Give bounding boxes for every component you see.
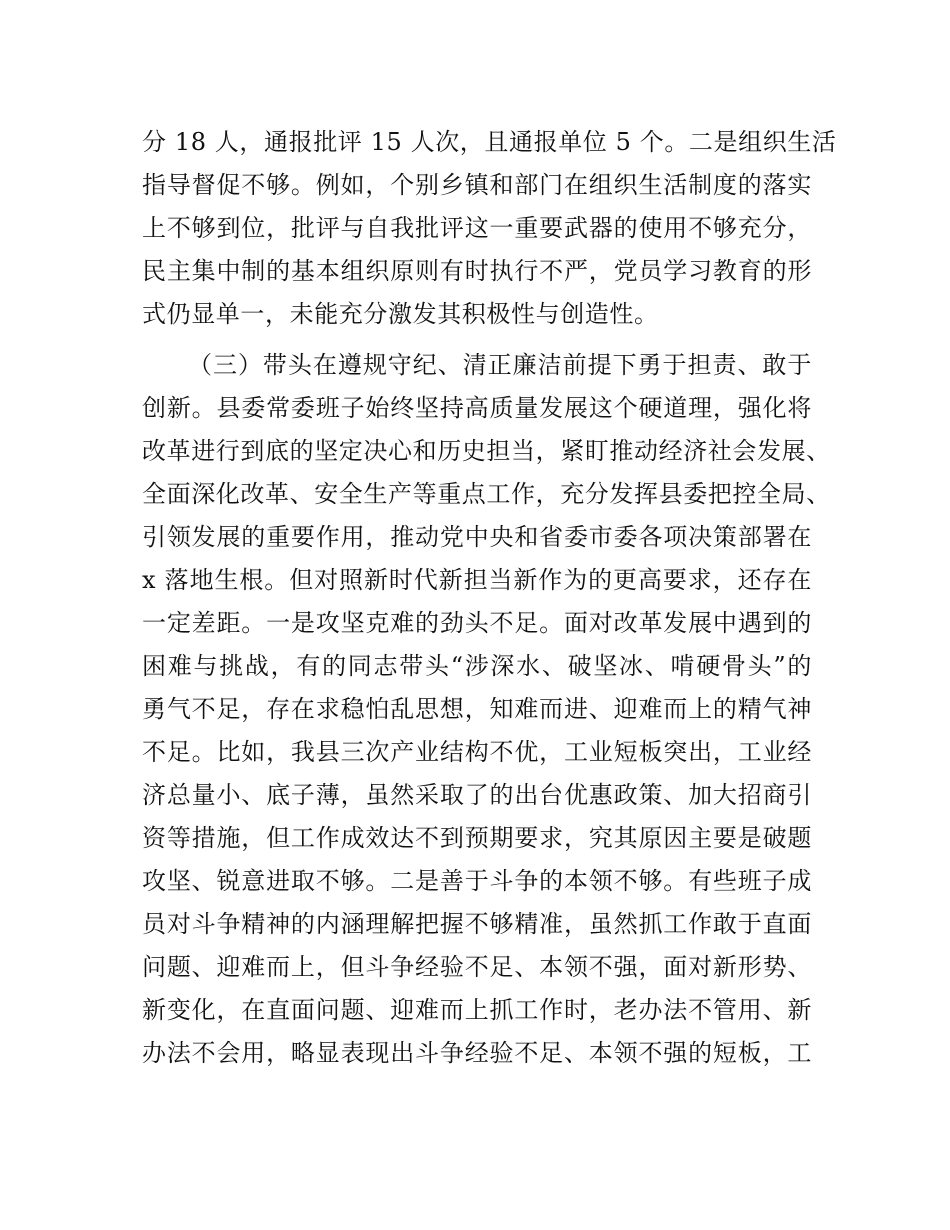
text-line: 创新。县委常委班子始终坚持高质量发展这个硬道理，强化将: [142, 394, 812, 422]
text-line: 改革进行到底的坚定决心和历史担当，紧盯推动经济社会发展、: [142, 437, 831, 465]
text-line: 员对斗争精神的内涵理解把握不够精准，虽然抓工作敢于直面: [142, 910, 812, 938]
text-line: 式仍显单一，未能充分激发其积极性与创造性。: [142, 300, 659, 328]
text-line: 指导督促不够。例如，个别乡镇和部门在组织生活制度的落实: [142, 171, 812, 199]
text-line: 上不够到位，批评与自我批评这一重要武器的使用不够充分，: [142, 214, 812, 242]
text-line: 济总量小、底子薄，虽然采取了的出台优惠政策、加大招商引: [142, 781, 812, 809]
text-line: 困难与挑战，有的同志带头“涉深水、破坚冰、啃硬骨头”的: [142, 652, 812, 680]
section-heading-line: （三）带头在遵规守纪、清正廉洁前提下勇于担责、敢于: [188, 351, 812, 379]
text-line: 引领发展的重要作用，推动党中央和省委市委各项决策部署在: [142, 523, 812, 551]
text-line: 全面深化改革、安全生产等重点工作，充分发挥县委把控全局、: [142, 480, 831, 508]
text-line: 一定差距。一是攻坚克难的劲头不足。面对改革发展中遇到的: [142, 609, 812, 637]
text-line: 勇气不足，存在求稳怕乱思想，知难而进、迎难而上的精气神: [142, 695, 812, 723]
text-line: 分 18 人，通报批评 15 人次，且通报单位 5 个。二是组织生活: [142, 128, 837, 156]
text-line: 新变化，在直面问题、迎难而上抓工作时，老办法不管用、新: [142, 996, 812, 1024]
text-line: x 落地生根。但对照新时代新担当新作为的更高要求，还存在: [142, 566, 812, 594]
text-line: 办法不会用，略显表现出斗争经验不足、本领不强的短板，工: [142, 1039, 812, 1067]
text-line: 民主集中制的基本组织原则有时执行不严，党员学习教育的形: [142, 257, 812, 285]
text-line: 攻坚、锐意进取不够。二是善于斗争的本领不够。有些班子成: [142, 867, 812, 895]
text-line: 问题、迎难而上，但斗争经验不足、本领不强，面对新形势、: [142, 953, 812, 981]
text-line: 不足。比如，我县三次产业结构不优，工业短板突出，工业经: [142, 738, 812, 766]
text-line: 资等措施，但工作成效达不到预期要求，究其原因主要是破题: [142, 824, 812, 852]
